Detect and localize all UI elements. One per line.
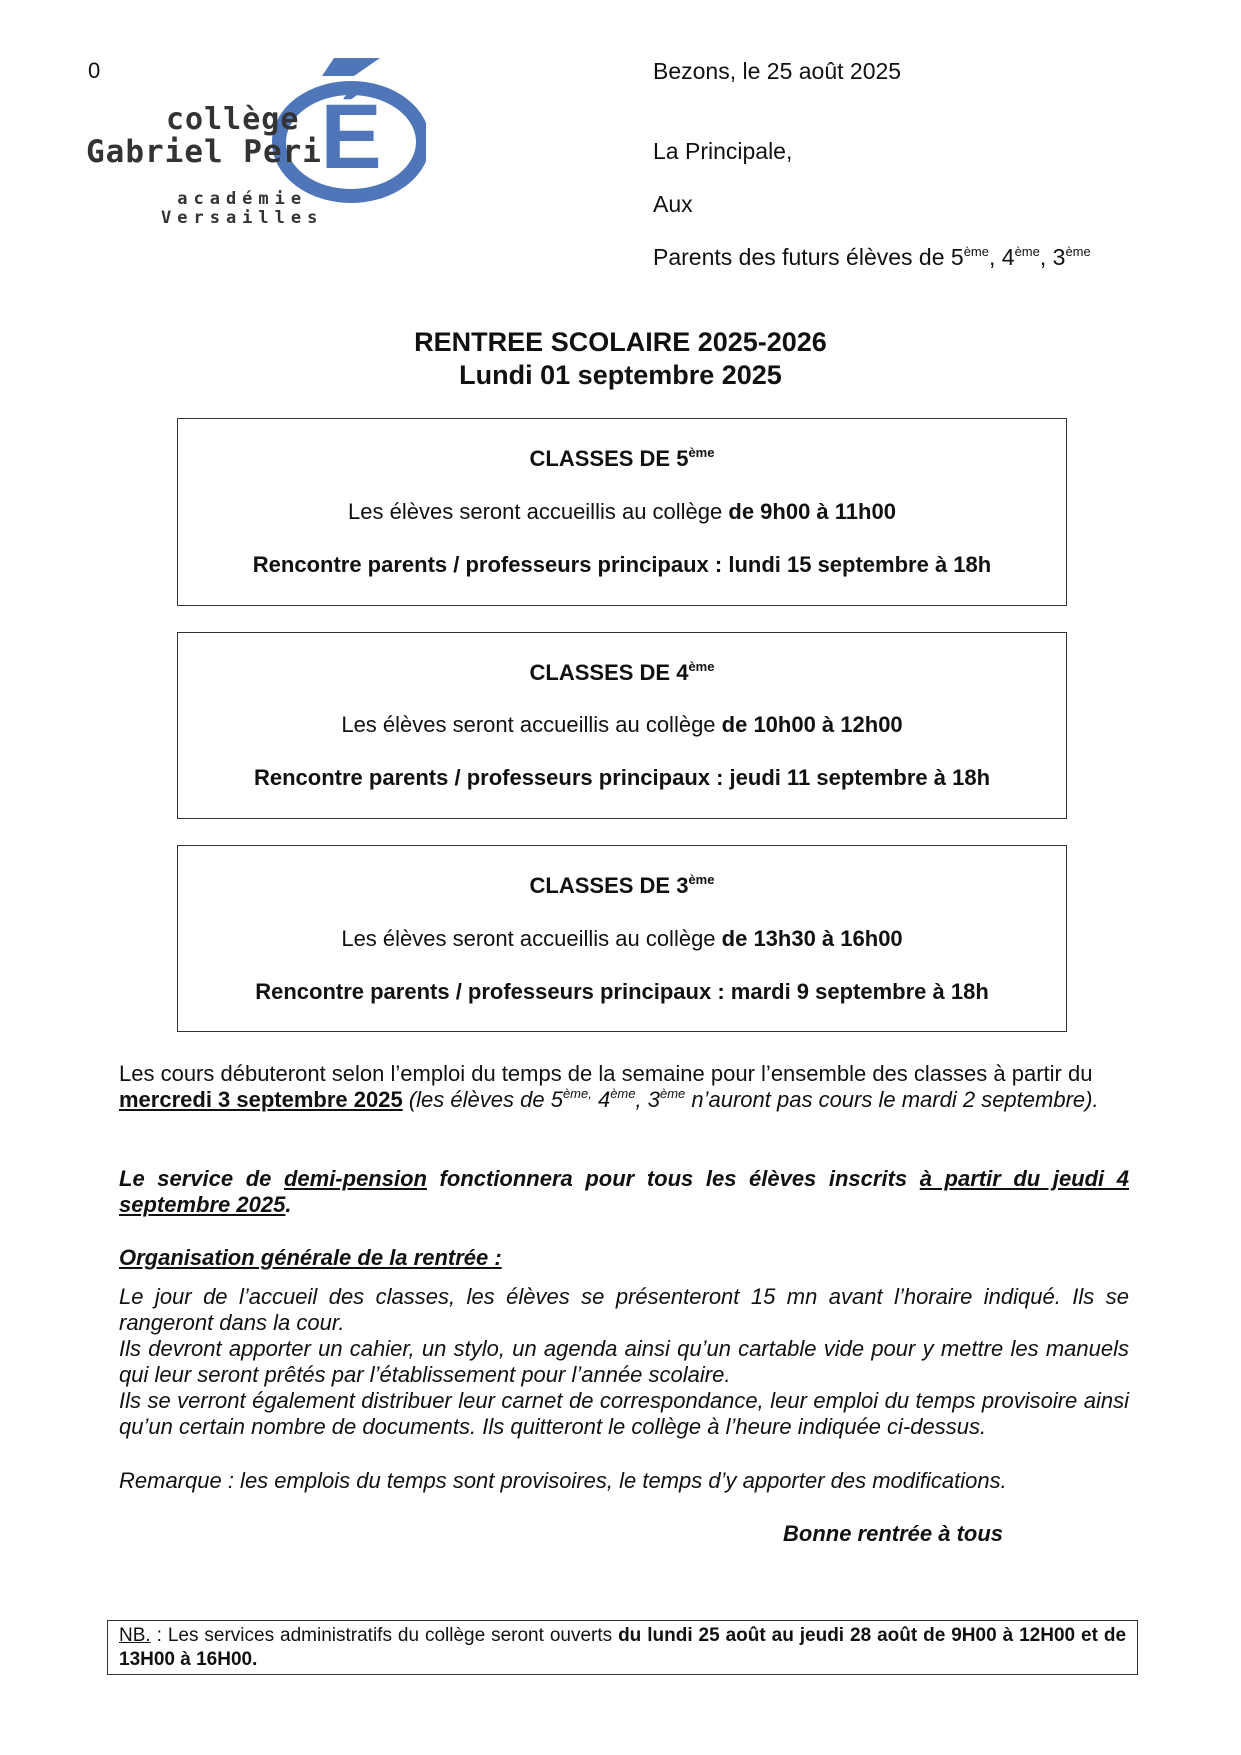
document-title: [0, 326, 1241, 392]
sender: La Principale,: [653, 138, 793, 164]
class-4-box: [177, 632, 1067, 819]
title-line-1: RENTREE SCOLAIRE 2025-2026: [414, 327, 827, 357]
courses-line-2: mercredi 3 septembre 2025 (les élèves de $5^{ème,}$ 4ème, 3ème n’auront pas cours le mardi 2 septembre).: [119, 1086, 1099, 1112]
courses-paragraph: [119, 1061, 1129, 1113]
box-heading: CLASSES DE 5ème: [529, 445, 715, 471]
logo-academie-line1: académie: [177, 189, 308, 209]
logo-school-name: Gabriel Peri: [86, 134, 322, 170]
box-meeting: Rencontre parents / professeurs principaux : jeudi 11 septembre à 18h: [253, 765, 991, 790]
logo-college-text: collège: [166, 102, 300, 137]
title-line-2: Lundi 01 septembre 2025: [459, 360, 782, 390]
nb-box: NB. : Les services administratifs du collège seront ouverts du lundi 25 août au jeudi 28 août de 9H00 à 12H00 et de 13H00 à 16H00.: [107, 1620, 1138, 1675]
place-date: Bezons, le 25 août 2025: [653, 58, 902, 84]
page-number: 0: [88, 58, 101, 83]
canteen-paragraph: Le service de demi-pension fonctionnera pour tous les élèves inscrits à partir du jeudi 4 septembre 2025.: [119, 1166, 1129, 1217]
logo-academie: [161, 190, 323, 228]
class-3-box: [177, 845, 1067, 1032]
recipients: Parents des futurs élèves de 5ème, 4ème, 3ème: [653, 244, 1091, 270]
courses-line-1: Les cours débuteront selon l’emploi du temps de la semaine pour l’ensemble des classes à partir du: [119, 1061, 1093, 1086]
box-meeting: Rencontre parents / professeurs principaux : lundi 15 septembre à 18h: [252, 552, 992, 577]
box-meeting: Rencontre parents / professeurs principaux : mardi 9 septembre à 18h: [255, 979, 989, 1004]
box-welcome: Les élèves seront accueillis au collège de 13h30 à 16h00: [341, 926, 903, 951]
logo-academie-line2: Versailles: [161, 208, 324, 228]
logo-letter: É: [320, 86, 382, 188]
organisation-heading: Organisation générale de la rentrée :: [119, 1245, 502, 1270]
school-logo: [86, 56, 426, 236]
class-5-box: [177, 418, 1067, 606]
box-welcome: Les élèves seront accueillis au collège de 9h00 à 11h00: [348, 499, 896, 524]
organisation-p1: Le jour de l’accueil des classes, les élèves se présenteront 15 mn avant l’horaire indiqué. Ils se rangeront dans la cour.: [119, 1284, 1129, 1335]
recipient-intro: Aux: [653, 191, 693, 217]
organisation-p2: Ils devront apporter un cahier, un stylo, un agenda ainsi qu’un cartable vide pour y mettre les manuels qui leur seront prêtés par l’établissement pour l’année scolaire.: [119, 1336, 1129, 1387]
box-welcome: Les élèves seront accueillis au collège de 10h00 à 12h00: [341, 712, 903, 737]
box-heading: CLASSES DE 3ème: [529, 872, 715, 898]
box-heading: CLASSES DE 4ème: [529, 659, 715, 685]
organisation-p3: Ils se verront également distribuer leur carnet de correspondance, leur emploi du temps provisoire ainsi qu’un certain nombre de documents. Ils quitteront le collège à l’heure indiquée ci-dessus.: [119, 1388, 1129, 1439]
organisation-text: [119, 1284, 1129, 1440]
remark: Remarque : les emplois du temps sont provisoires, le temps d’y apporter des modifications.: [119, 1468, 1007, 1493]
closing: Bonne rentrée à tous: [783, 1521, 1004, 1546]
